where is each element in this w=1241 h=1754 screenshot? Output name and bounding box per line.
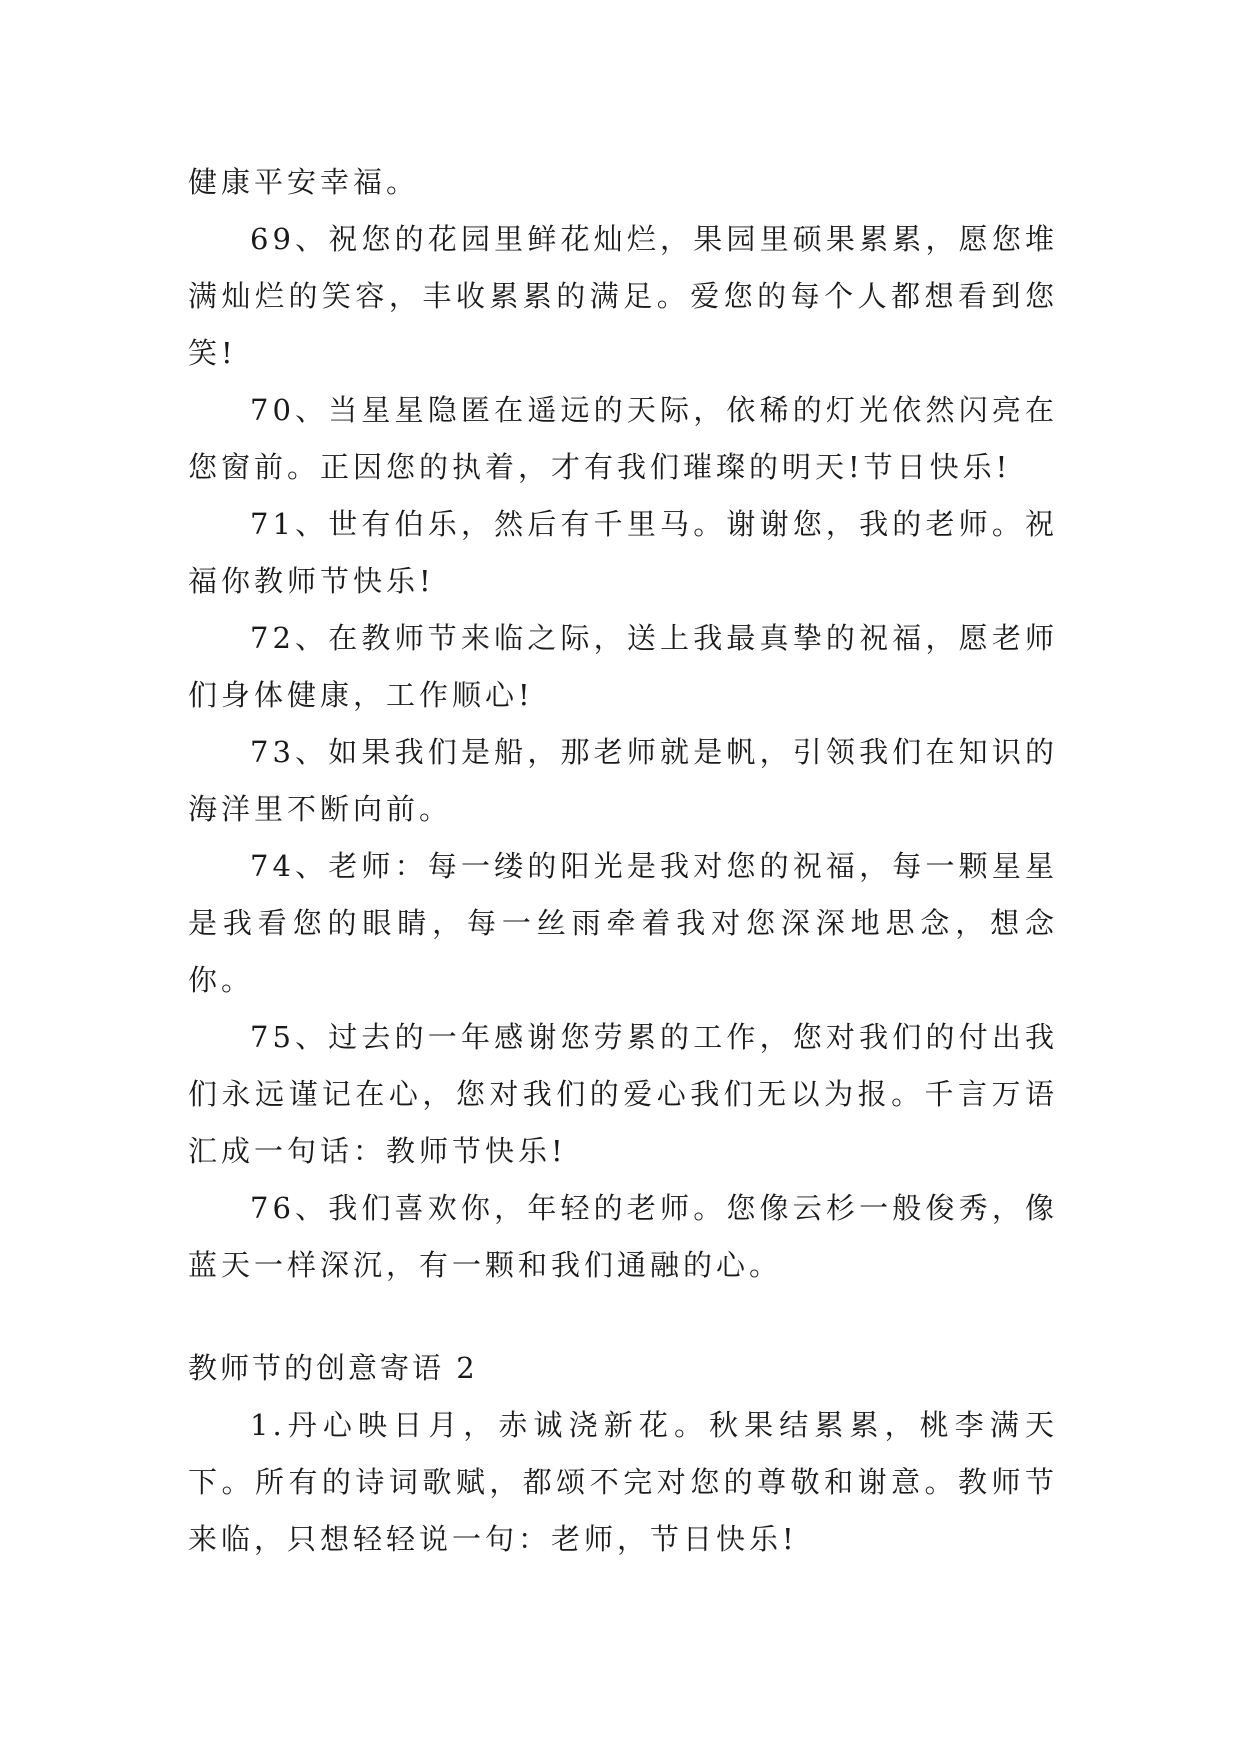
wish-paragraph-76: 76、我们喜欢你，年轻的老师。您像云杉一般俊秀，像蓝天一样深沉，有一颗和我们通融的心。 [188, 1191, 1058, 1282]
lead-paragraph: 健康平安幸福。 [188, 165, 420, 199]
wish-paragraph-73: 73、如果我们是船，那老师就是帆，引领我们在知识的海洋里不断向前。 [188, 735, 1058, 826]
document-body [188, 154, 1058, 1568]
wish-paragraph-69: 69、祝您的花园里鲜花灿烂，果园里硕果累累，愿您堆满灿烂的笑容，丰收累累的满足。爱您的每个人都想看到您笑! [188, 222, 1058, 370]
wish-paragraph-70: 70、当星星隐匿在遥远的天际，依稀的灯光依然闪亮在您窗前。正因您的执着，才有我们璀璨的明天!节日快乐! [188, 393, 1058, 484]
wish-paragraph-74: 74、老师：每一缕的阳光是我对您的祝福，每一颗星星是我看您的眼睛，每一丝雨牵着我对您深深地思念，想念你。 [188, 849, 1058, 997]
section-heading: 教师节的创意寄语 2 [188, 1351, 478, 1385]
wish-paragraph-75: 75、过去的一年感谢您劳累的工作，您对我们的付出我们永远谨记在心，您对我们的爱心我们无以为报。千言万语汇成一句话：教师节快乐! [188, 1020, 1058, 1168]
wish-paragraph-71: 71、世有伯乐，然后有千里马。谢谢您，我的老师。祝福你教师节快乐! [188, 507, 1058, 598]
section-paragraph-1: 1.丹心映日月，赤诚浇新花。秋果结累累，桃李满天下。所有的诗词歌赋，都颂不完对您的尊敬和谢意。教师节来临，只想轻轻说一句：老师，节日快乐! [188, 1408, 1058, 1556]
wish-paragraph-72: 72、在教师节来临之际，送上我最真挚的祝福，愿老师们身体健康，工作顺心! [188, 621, 1058, 712]
